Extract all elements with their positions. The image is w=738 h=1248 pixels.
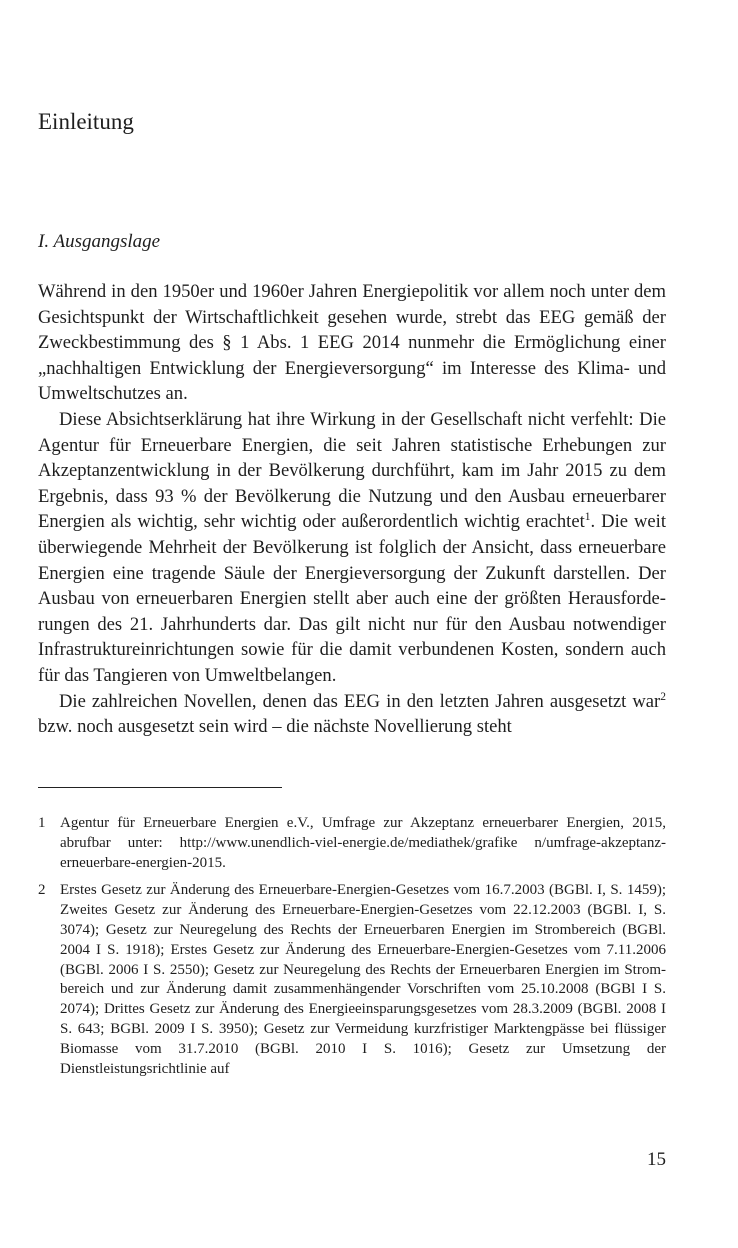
- paragraph-3-text-start: Die zahlreichen Novellen, denen das EEG in den letzten Jahren ausgesetzt war: [59, 690, 661, 712]
- footnote-separator: [38, 787, 282, 788]
- footnote-1: [38, 814, 666, 873]
- section-heading: I. Ausgangslage: [38, 231, 161, 252]
- body-text: [38, 279, 666, 740]
- footnote-number: 2: [38, 882, 46, 899]
- paragraph-2-text-end: . Die weit überwiegende Mehrheit der Bevölkerung ist folglich der Ansicht, dass erneuerbare Energien eine tragende Säule der Energieversorgung der Zukunft darstellen. Der Ausbau von erneuerbaren Energien stellt aber auch eine der größten Herausforderungen des 21. Jahrhunderts dar. Das gilt nicht nur für den Ausbau notwendiger Infrastruktureinrichtungen sowie für die damit verbundenen Kosten, sondern auch für das Tangieren von Umweltbelangen.: [38, 511, 667, 686]
- paragraph-3: [38, 689, 666, 740]
- paragraph-2-text-start: Diese Absichtserklärung hat ihre Wirkung in der Gesellschaft nicht verfehlt: Die Agentur für Erneuerbare Energien, die seit Jahren statistische Erhebungen zur Akzeptanzentwicklung in der Bevölkerung durchführt, kam im Jahr 2015 zu dem Ergebnis, dass 93 % der Bevölkerung die Nutzung und den Ausbau erneuerbarer Energien als wichtig, sehr wichtig oder außerordentlich wichtig erachtet: [38, 408, 666, 533]
- paragraph-1: [38, 279, 666, 407]
- paragraph-1-text: Während in den 1950er und 1960er Jahren Energiepolitik vor allem noch unter dem Gesichtspunkt der Wirtschaftlichkeit gesehen wurde, strebt das EEG gemäß der Zweckbestimmung des § 1 Abs. 1 EEG 2014 nunmehr die Ermöglichung einer „nachhaltigen Entwicklung der Energieversorgung“ im Interesse des Klima- und Umweltschutzes an.: [38, 281, 666, 405]
- footnote-number: 1: [38, 815, 46, 831]
- footnote-text: Erstes Gesetz zur Änderung des Erneuerbare-Energien-Gesetzes vom 16.7.2003 (BGBl. I, S. 1459); Zweites Gesetz zur Änderung des Erneuerbare-Energien-Gesetzes vom 22.12.2003 (BGBl. I, S. 3074); Gesetz zur Neuregelung des Rechts der Erneuerbaren Energien im Strombereich (BGBl. 2004 I S. 1918); Erstes Gesetz zur Änderung des Erneuerbare-Energien-Gesetzes vom 7.11.2006 (BGBl. 2006 I S. 2550); Gesetz zur Neuregelung des Rechts der Erneuerbaren Energien im Strombereich und zur Änderung damit zusammenhängender Vorschriften vom 25.10.2008 (BGBl I S. 2074); Drittes Gesetz zur Änderung des Energieeinsparungsgesetzes vom 28.3.2009 (BGBl. 2008 I S. 643; BGBl. 2009 I S. 3950); Gesetz zur Vermeidung kurzfristiger Marktengpässe bei flüssiger Biomasse vom 31.7.2010 (BGBl. 2010 I S. 1016); Gesetz zur Umsetzung der Dienstleistungsrichtlinie auf: [60, 882, 666, 1077]
- footnote-2: [38, 881, 666, 1079]
- footnotes: [38, 814, 666, 1087]
- footnote-reference-2[interactable]: 2: [660, 690, 666, 703]
- paragraph-2: [38, 407, 666, 689]
- footnote-reference-1[interactable]: 1: [584, 511, 591, 524]
- paragraph-3-text-end: bzw. noch ausgesetzt sein wird – die nächste Novellierung steht: [38, 716, 512, 738]
- footnote-text: Agentur für Erneuerbare Energien e.V., Umfrage zur Akzeptanz erneuerbarer Energien, 2015, abrufbar unter: http://www.unendlich-viel-energie.de/mediathek/grafike n/umfrage-akzeptanz-erneuerbare-energien-2015.: [60, 815, 666, 871]
- page-number: 15: [647, 1149, 666, 1170]
- chapter-title: Einleitung: [38, 109, 134, 134]
